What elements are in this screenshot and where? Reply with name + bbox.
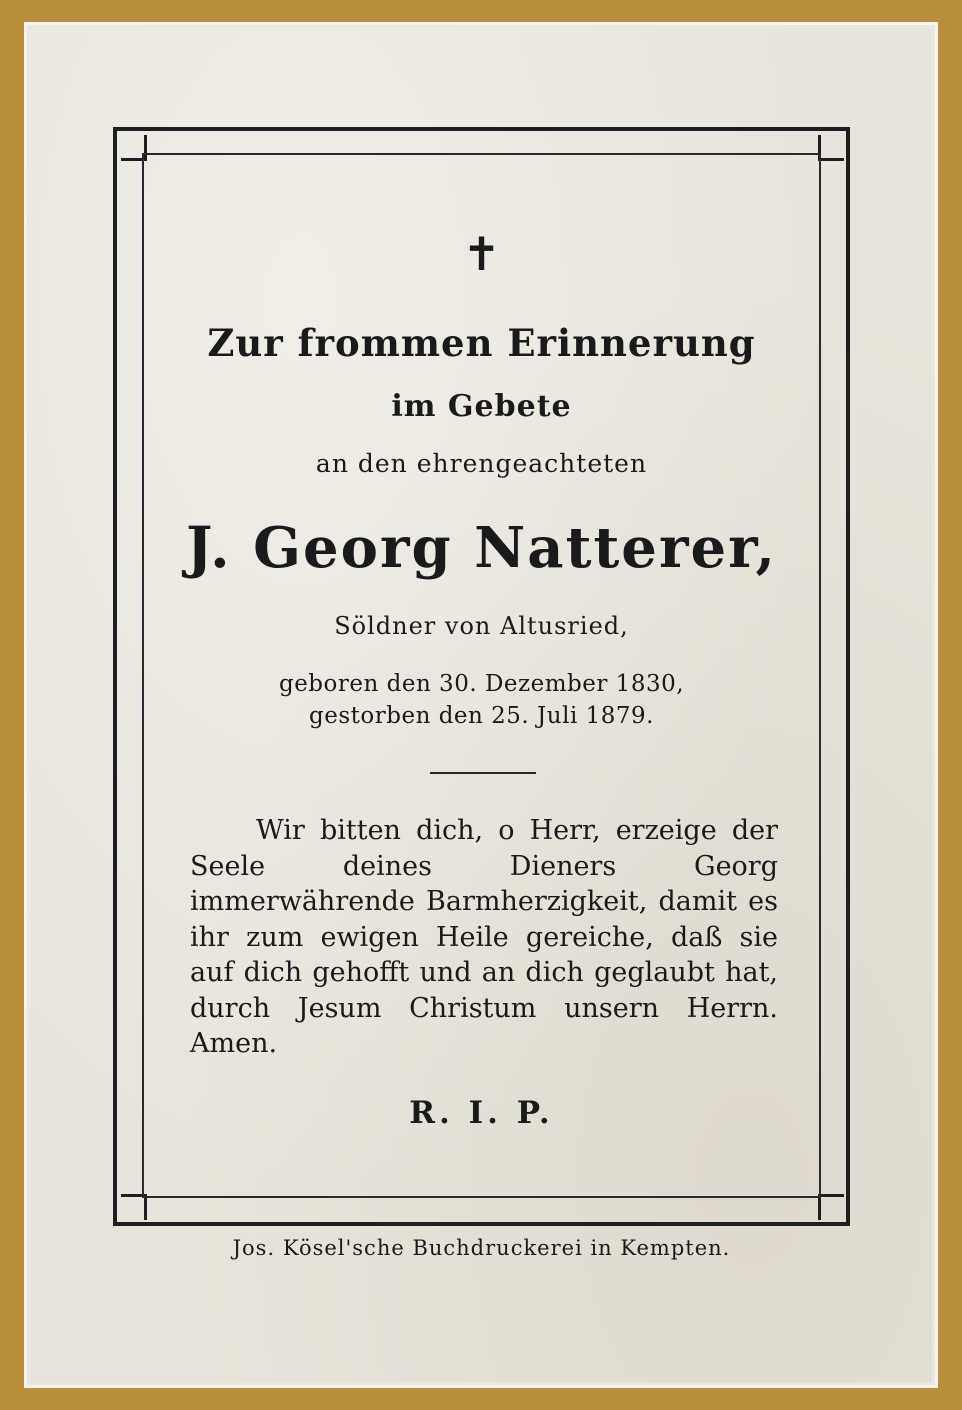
rip-inscription: R. I. P. xyxy=(409,1095,554,1131)
occupation-line: Söldner von Altusried, xyxy=(334,612,629,640)
border-corner-bottom-right xyxy=(818,1194,844,1220)
deceased-name: J. Georg Natterer, xyxy=(186,515,777,581)
printer-imprint: Jos. Kösel'sche Buchdruckerei in Kempten. xyxy=(232,1236,731,1260)
death-date: gestorben den 25. Juli 1879. xyxy=(309,703,654,729)
life-dates xyxy=(142,668,821,732)
birth-date: geboren den 30. Dezember 1830, xyxy=(278,671,685,697)
dedication-line: an den ehrengeachteten xyxy=(315,449,648,478)
card-content xyxy=(142,153,821,1198)
cross-icon: ✝ xyxy=(462,227,501,281)
border-corner-top-right xyxy=(818,135,844,161)
prayer-text: Wir bitten dich, o Herr, erzeige der Seele deines Dieners Georg immerwährende Barmherzigkeit, damit es ihr zum ewigen Heile gereiche, daß sie auf dich gehofft und an dich geglaubt hat, durch Jesum Christum unsern Herrn. Amen. xyxy=(190,815,778,1059)
card-title: Zur frommen Erinnerung xyxy=(207,321,756,365)
divider-rule xyxy=(430,772,536,774)
card-subtitle: im Gebete xyxy=(391,389,572,424)
